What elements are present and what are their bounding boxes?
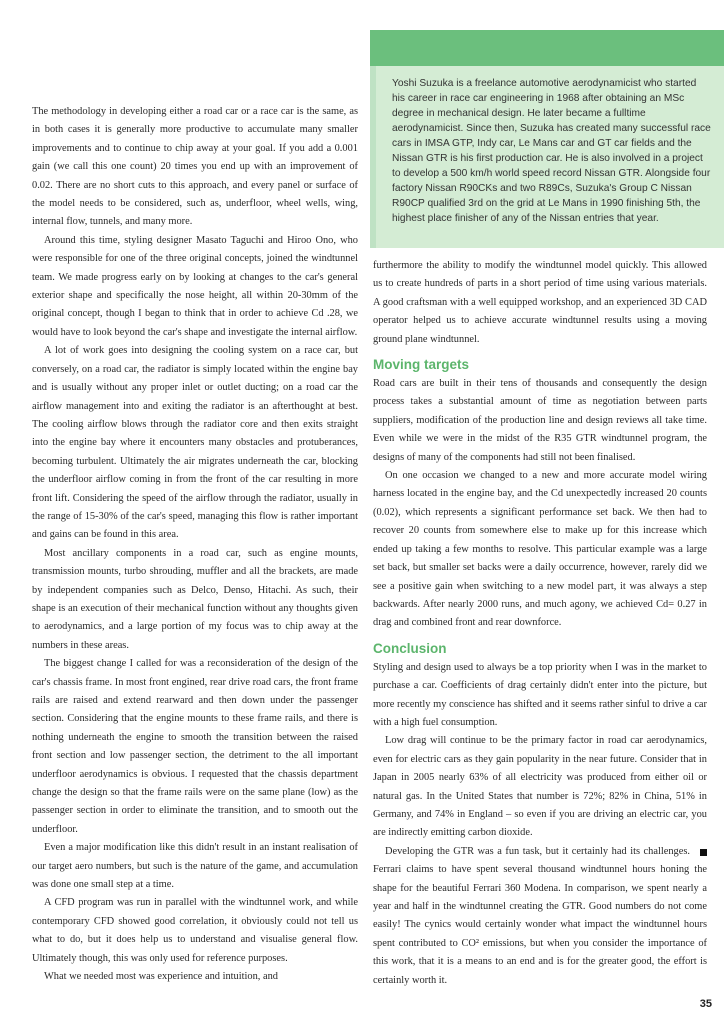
article-right-column [373,257,707,990]
body-paragraph: What we needed most was experience and intuition, and [44,971,278,983]
body-paragraph: Low drag will continue to be the primary factor in road car aerodynamics, even for electric cars as they gain popularity in the near future. Consider that in Japan in 2005 nearly 63% of all electricity was produced from either oil or natural gas. In the United States that number is 72%; 82% in China, 51% in Germany, and 74% in England – so even if you are driving an electric car, you are indirectly emitting carbon dioxide. [373,735,707,839]
page-number: 35 [699,998,712,1010]
body-paragraph: The biggest change I called for was a reconsideration of the design of the car's chassis frame. In most front engined, rear drive road cars, the front frame rails are raised and extend rearward and then down under the passenger section. Considering that the engine mounts to these frame rails, and there is nothing underneath the engine to smooth the transition between the raised front section and low passenger section, the detriment to the all important underfloor aerodynamics is obvious. I requested that the chassis department change the design so that the frame rails were on the same plane (low) as the passenger section in order to eliminate the transition, and to smooth out the underfloor. [32,658,358,835]
body-paragraph: Most ancillary components in a road car, such as engine mounts, transmission mounts, turbo shrouding, muffler and all the brackets, are made by independent companies such as Delco, Denso, Hitachi. As such, their shape is an execution of their mechanical function without any thoughts given to aerodynamics, and a large portion of my focus was to chip away at the numbers in these areas. [32,547,358,651]
header-accent-bar [370,30,724,66]
end-of-article-mark [700,849,707,856]
body-paragraph: Around this time, styling designer Masato Taguchi and Hiroo Ono, who were responsible for one of the three original concepts, joined the windtunnel team. We made progress early on by looking at changes to the car's general exterior shape and specifically the nose height, all within 20-30mm of the original concept, though I began to think that in order to achieve Cd .28, we would have to look beyond the car's shape and investigate the internal airflow. [32,234,358,338]
section-heading-moving-targets: Moving targets [373,357,470,373]
body-paragraph: The methodology in developing either a road car or a race car is the same, as in both cases it is generally more productive to accumulate many smaller improvements and to continue to chip away at your goal. If you add a 0.001 gain (we call this one count) 20 times you end up with an improvement of 0.02. There are no short cuts to this approach, and every panel or surface of the model needs to be considered, such as, underfloor, wheel wells, wing, internal flow, tunnels, and many more. [32,106,358,228]
body-paragraph-text: Developing the GTR was a fun task, but it certainly had its challenges. Ferrari claims to have spent several thousand windtunnel hours honing the shape for the beautiful Ferrari 360 Modena. In comparison, we spent nearly a year and half in the windtunnel creating the GTR. Good numbers do not come easily! The cynics would certainly wonder what impact the windtunnel hours spent contributed to CO² emissions, but when you consider the importance of this work, that it is a means to an end and is for the greater good, the effort is certainly worth it. [373,845,707,986]
article-left-column [32,103,358,987]
body-paragraph: A lot of work goes into designing the cooling system on a race car, but conversely, on a road car, the radiator is simply located within the engine bay and is usually without any proper inlet or outlet ducting; on a road car the airflow management into and exiting the radiator is an afterthought at best. The cooling airflow blows through the radiator core and then exits straight into the engine bay where it encounters many obstacles and protuberances, becoming turbulent. Ultimately the air migrates underneath the car, blocking the underfloor airflow coming in from the front of the car resulting in more front lift. Considering the speed of the airflow through the radiator, usually in the range of 15-30% of the car's speed, managing this flow is rather important and gains can be found in this area. [32,345,358,541]
body-paragraph [373,843,707,990]
body-paragraph: On one occasion we changed to a new and more accurate model wiring harness located in the engine bay, and the Cd unexpectedly increased 20 counts (0.02), which represents a significant performance set back. We then had to recover 20 counts from somewhere else to make up for this increase which ended up taking a few months to resolve. This particular example was a large set back, but smaller set backs were a daily occurrence, however, rarely did we see a positive gain when switching to a new model part, it was always a step backwards. After nearly 2000 runs, and much agony, we achieved Cd= 0.27 in drag and combined front and rear downforce. [373,470,707,629]
body-paragraph: furthermore the ability to modify the windtunnel model quickly. This allowed us to create hundreds of parts in a short period of time using various materials. A good craftsman with a well equipped workshop, and an experienced 3D CAD operator helped us to achieve accurate windtunnel results using a moving ground plane windtunnel. [373,260,707,345]
body-paragraph: Road cars are built in their tens of thousands and consequently the design process takes a substantial amount of time as negotiation between parts suppliers, modification of the production line and design reviews all take time. Even while we were in the midst of the R35 GTR windtunnel program, the designs of many of the components had still not been finalised. [373,378,707,463]
author-bio-box [370,66,724,248]
section-heading-conclusion: Conclusion [373,640,447,656]
body-paragraph: Styling and design used to always be a top priority when I was in the market to purchase a car. Coefficients of drag certainly didn't enter into the picture, but more recently my conscience has shifted and it seems rather sinful to drive a car with a high fuel consumption. [373,661,707,728]
author-bio-text: Yoshi Suzuka is a freelance automotive aerodynamicist who started his career in race car engineering in 1968 after obtaining an MSc degree in mechanical design. He later became a fulltime aerodynamicist. Since then, Suzuka has created many successful race cars in IMSA GTP, Indy car, Le Mans car and GT car fields and the Nissan GTR is his first production car. He is also involved in a project to develop a 500 km/h world speed record Nissan GTR. Alongside four factory Nissan R90CKs and two R89Cs, Suzuka's Group C Nissan R90CP qualified 3rd on the grid at Le Mans in 1990 finishing 5th, the highest place finisher of any of the Nissan entries that year. [392,78,711,224]
body-paragraph: A CFD program was run in parallel with the windtunnel work, and while contemporary CFD showed good correlation, it obviously could not tell us what to do, but it does help us to understand and visualise general flow. Ultimately though, this was only used for reference purposes. [32,897,358,964]
body-paragraph: Even a major modification like this didn't result in an instant realisation of our target aero numbers, but such is the nature of the game, and accumulation was done one small step at a time. [32,842,358,891]
